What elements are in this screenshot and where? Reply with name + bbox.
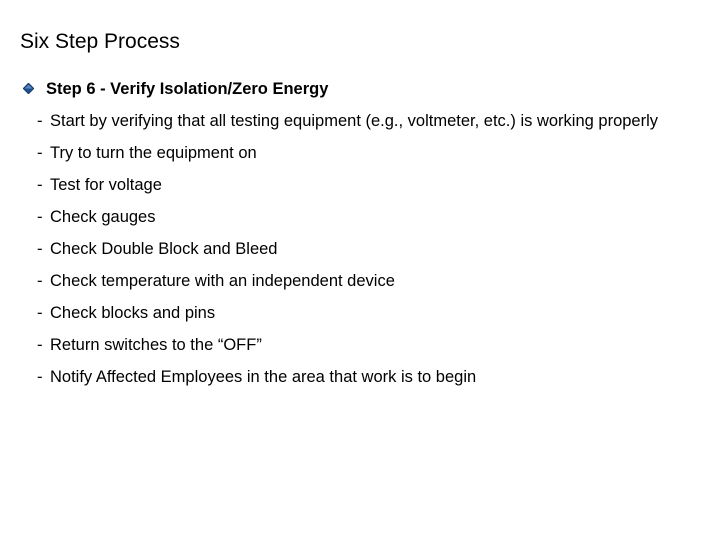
list-item-text: Start by verifying that all testing equipment (e.g., voltmeter, etc.) is working properly bbox=[50, 112, 659, 130]
list-item-text: Check gauges bbox=[50, 208, 156, 226]
step-heading: Step 6 - Verify Isolation/Zero Energy bbox=[46, 80, 329, 98]
list-item bbox=[37, 239, 677, 260]
list-item bbox=[37, 175, 677, 196]
dash-bullet: - bbox=[37, 304, 43, 322]
dash-bullet: - bbox=[37, 336, 43, 354]
list-item-text: Check blocks and pins bbox=[50, 304, 216, 322]
list-item bbox=[37, 111, 677, 132]
list-item-text: Test for voltage bbox=[50, 176, 162, 194]
list-item bbox=[37, 303, 677, 324]
list-item-text: Check temperature with an independent device bbox=[50, 272, 395, 290]
dash-bullet: - bbox=[37, 240, 43, 258]
dash-bullet: - bbox=[37, 144, 43, 162]
list-item-text: Notify Affected Employees in the area that work is to begin bbox=[50, 368, 477, 386]
list-item bbox=[37, 335, 677, 356]
dash-bullet: - bbox=[37, 272, 43, 290]
list-item bbox=[37, 207, 677, 228]
list-item bbox=[37, 143, 677, 164]
list-item-text: Check Double Block and Bleed bbox=[50, 240, 278, 258]
dash-bullet: - bbox=[37, 176, 43, 194]
slide-title: Six Step Process bbox=[20, 30, 180, 53]
list-item-text: Try to turn the equipment on bbox=[50, 144, 257, 162]
list-item bbox=[37, 367, 677, 388]
dash-bullet: - bbox=[37, 368, 43, 386]
list-item-text: Return switches to the “OFF” bbox=[50, 336, 262, 354]
dash-bullet: - bbox=[37, 112, 43, 130]
list-item bbox=[37, 271, 677, 292]
sub-bullet-list bbox=[37, 111, 677, 399]
diamond-bullet-icon bbox=[23, 83, 34, 94]
dash-bullet: - bbox=[37, 208, 43, 226]
